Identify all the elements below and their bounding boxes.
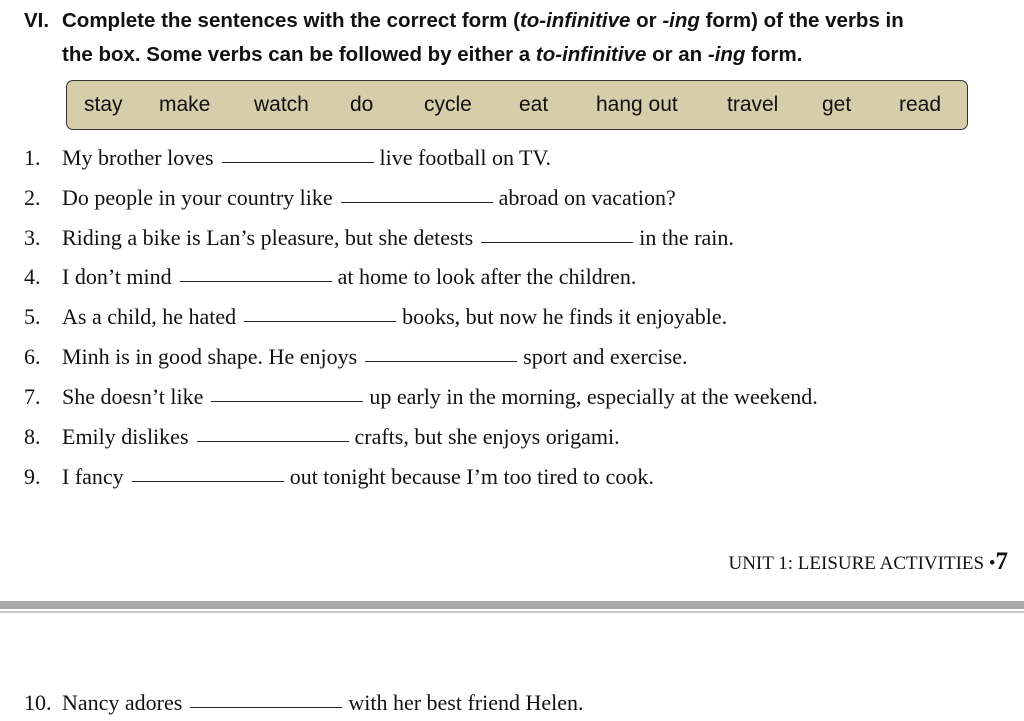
word-box-verb: eat [519,93,549,116]
answer-blank[interactable] [190,706,342,708]
item-number: 7. [24,384,41,409]
item-number: 10. [24,690,52,715]
sentence-item [24,462,654,492]
sentence-after: sport and exercise. [523,344,688,369]
exercise-number: VI. [24,9,50,32]
instruction-text: Complete the sentences with the correct form ( [62,9,520,32]
item-number: 6. [24,344,41,369]
sentence-item [24,382,818,412]
word-box-verb: stay [84,93,123,116]
word-box-verb: travel [727,93,779,116]
answer-blank[interactable] [197,440,349,442]
page-number: 7 [995,548,1008,575]
sentence-item [24,422,620,452]
sentence-after: up early in the morning, especially at the weekend. [369,384,818,409]
sentence-before: Minh is in good shape. He enjoys [62,344,358,369]
page-break-divider [0,601,1024,609]
sentence-before: My brother loves [62,145,214,170]
answer-blank[interactable] [222,161,374,163]
word-box-verb: hang out [596,93,678,116]
instruction-text: or [630,9,663,32]
answer-blank[interactable] [341,201,493,203]
sentence-after: at home to look after the children. [337,264,637,289]
exercise-instruction [24,4,1014,72]
sentence-item [24,302,727,332]
verb-word-box [66,80,968,130]
sentence-before: She doesn’t like [62,384,204,409]
sentence-after: abroad on vacation? [498,185,676,210]
instruction-text: the box. Some verbs can be followed by either a [62,43,536,66]
unit-title: UNIT 1: LEISURE ACTIVITIES [728,553,985,574]
sentence-after: live football on TV. [379,145,552,170]
item-number: 4. [24,264,41,289]
sentence-before: Emily dislikes [62,424,189,449]
item-number: 2. [24,185,41,210]
instruction-text-italic: -ing [707,43,746,66]
answer-blank[interactable] [244,320,396,322]
answer-blank[interactable] [481,241,633,243]
sentence-item [24,143,551,173]
instruction-line-2 [24,38,1014,72]
page-footer [728,548,1008,576]
word-box-verb: do [350,93,374,116]
item-number: 3. [24,225,41,250]
instruction-text: form) of the verbs in [699,9,904,32]
sentence-after: out tonight because I’m too tired to cook. [289,464,654,489]
answer-blank[interactable] [365,360,517,362]
sentence-before: Riding a bike is Lan’s pleasure, but she detests [62,225,474,250]
sentence-before: As a child, he hated [62,304,237,329]
sentence-before: Nancy adores [62,690,183,715]
answer-blank[interactable] [180,280,332,282]
item-number: 1. [24,145,41,170]
item-number: 8. [24,424,41,449]
sentence-after: books, but now he finds it enjoyable. [402,304,728,329]
word-box-verb: cycle [424,93,472,116]
sentence-item [24,342,687,372]
answer-blank[interactable] [132,480,284,482]
instruction-line-1 [24,4,1014,38]
instruction-text: or an [646,43,708,66]
instruction-text-italic: to-infinitive [535,43,647,66]
answer-blank[interactable] [211,400,363,402]
sentence-item [24,688,584,718]
item-number: 5. [24,304,41,329]
page-break-shadow [0,611,1024,613]
sentence-after: crafts, but she enjoys origami. [354,424,620,449]
instruction-text-italic: -ing [662,9,700,32]
footer-bullet: • [988,553,996,574]
sentence-after: with her best friend Helen. [348,690,584,715]
sentence-before: I fancy [62,464,124,489]
sentence-item [24,262,636,292]
sentence-item [24,183,676,213]
sentence-before: Do people in your country like [62,185,333,210]
sentence-item [24,223,734,253]
word-box-verb: read [899,93,942,116]
word-box-verb: watch [254,93,309,116]
item-number: 9. [24,464,41,489]
word-box-verb: make [159,93,211,116]
word-box-verb: get [822,93,852,116]
sentence-after: in the rain. [639,225,734,250]
instruction-text: form. [745,43,803,66]
sentence-before: I don’t mind [62,264,172,289]
instruction-text-italic: to-infinitive [519,9,631,32]
